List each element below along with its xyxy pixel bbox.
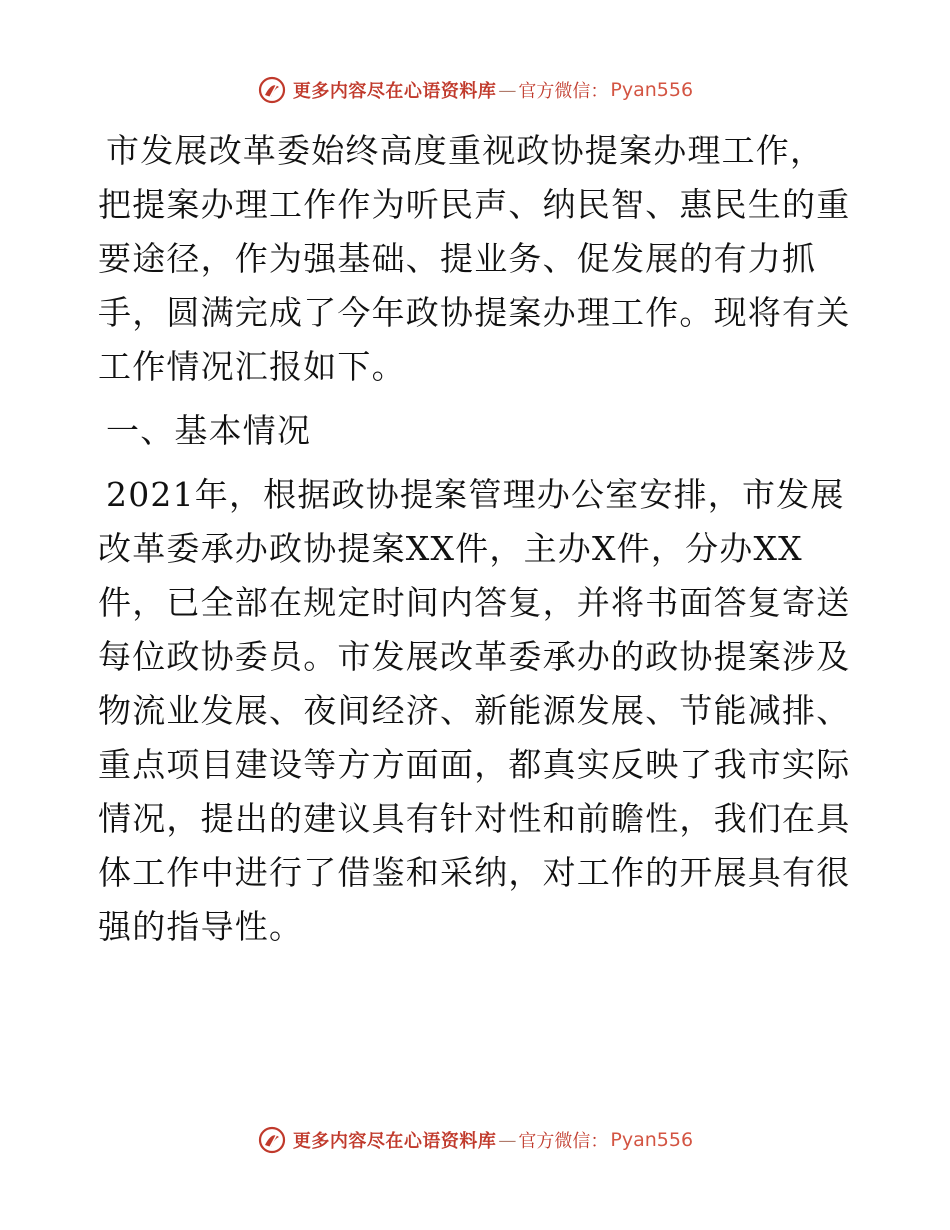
text-line: 物流业发展、夜间经济、新能源发展、节能减排、 xyxy=(98,691,851,730)
text-line: 每位政协委员。市发展改革委承办的政协提案涉及 xyxy=(98,637,851,676)
watermark-brand: 更多内容尽在心语资料库 xyxy=(292,1131,497,1152)
text-line: 工作情况汇报如下。 xyxy=(98,347,406,386)
section-heading xyxy=(98,404,858,458)
heading-text: 一、基本情况 xyxy=(106,411,312,450)
ribbon-logo-icon xyxy=(257,1125,287,1155)
watermark-separator: — xyxy=(498,1129,517,1151)
ribbon-logo-icon xyxy=(257,75,287,105)
text-line: 重点项目建设等方方面面，都真实反映了我市实际 xyxy=(98,745,851,784)
text-line: 把提案办理工作作为听民声、纳民智、惠民生的重 xyxy=(98,185,851,224)
watermark-separator: — xyxy=(498,79,517,101)
header-watermark xyxy=(0,70,950,110)
text-line: 要途径，作为强基础、提业务、促发展的有力抓 xyxy=(98,239,817,278)
watermark-wechat-id: Pyan556 xyxy=(610,79,694,101)
watermark-wechat-id: Pyan556 xyxy=(610,1129,694,1151)
footer-watermark xyxy=(0,1120,950,1160)
text-line: 情况，提出的建议具有针对性和前瞻性，我们在具 xyxy=(98,799,851,838)
intro-paragraph xyxy=(98,124,858,394)
watermark-wechat-label: 官方微信： xyxy=(518,81,609,102)
watermark-brand: 更多内容尽在心语资料库 xyxy=(292,81,497,102)
text-line: 2021年，根据政协提案管理办公室安排，市发展 xyxy=(106,475,845,514)
text-line: 改革委承办政协提案XX件，主办X件，分办XX xyxy=(98,529,803,568)
text-line: 体工作中进行了借鉴和采纳，对工作的开展具有很 xyxy=(98,853,851,892)
text-line: 手，圆满完成了今年政协提案办理工作。现将有关 xyxy=(98,293,851,332)
text-line: 市发展改革委始终高度重视政协提案办理工作， xyxy=(106,131,825,170)
watermark-wechat-label: 官方微信： xyxy=(518,1131,609,1152)
text-line: 强的指导性。 xyxy=(98,907,304,946)
text-line: 件，已全部在规定时间内答复，并将书面答复寄送 xyxy=(98,583,851,622)
situation-paragraph xyxy=(98,468,858,954)
document-body xyxy=(98,124,858,954)
